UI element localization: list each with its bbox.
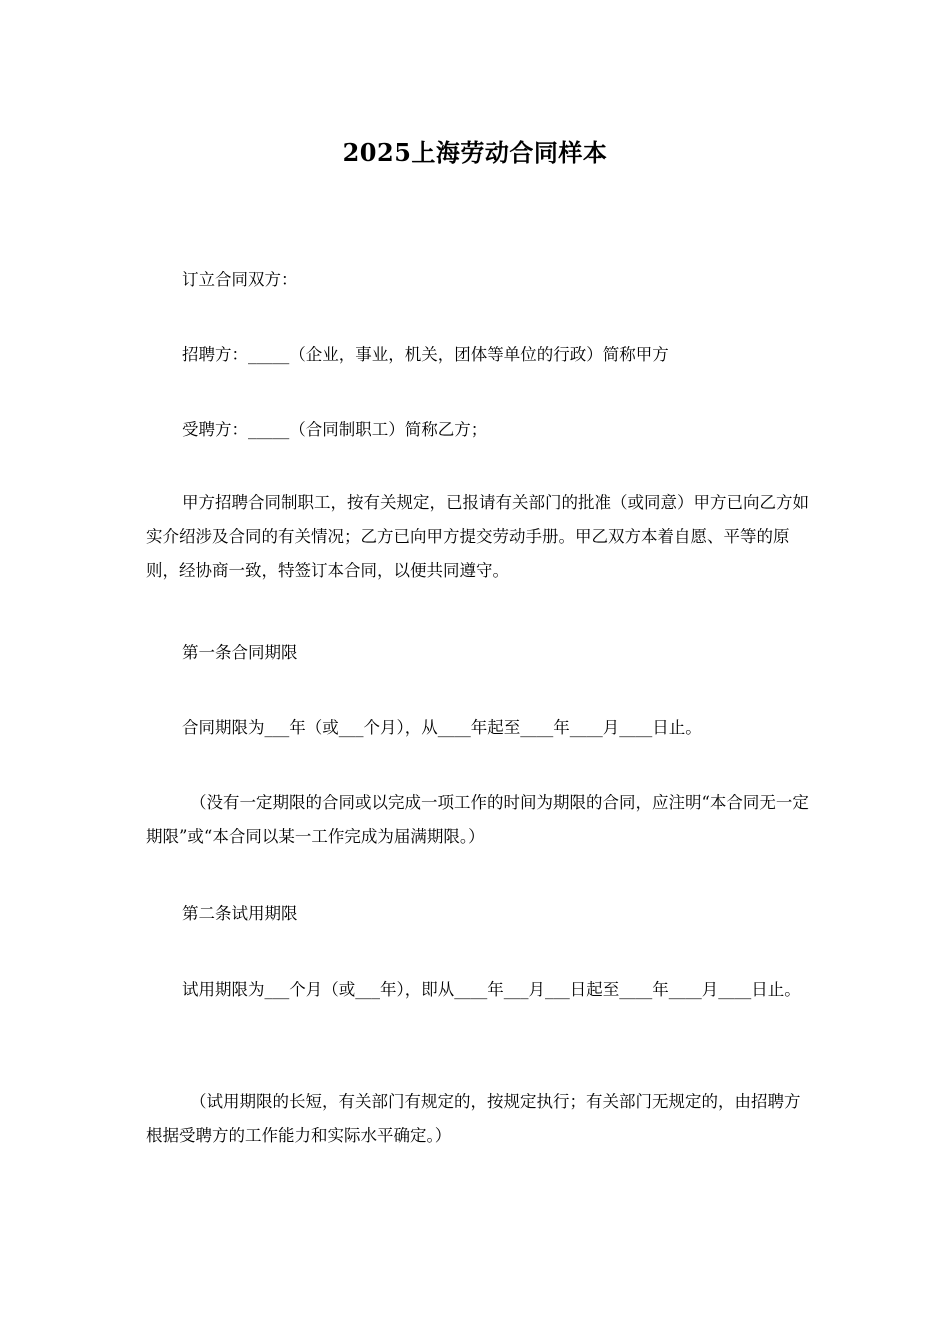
paragraph-preamble: 甲方招聘合同制职工，按有关规定，已报请有关部门的批准（或同意）甲方已向乙方如实介绍涉及合同的有关情况；乙方已向甲方提交劳动手册。甲乙双方本着自愿、平等的原则，经协商一致，特签订本合同，以便共同遵守。 bbox=[146, 493, 809, 580]
paragraph-term: 合同期限为___年（或___个月），从____年起至____年____月____日止。 bbox=[182, 718, 702, 737]
paragraph-term-note: （没有一定期限的合同或以完成一项工作的时间为期限的合同，应注明“本合同无一定期限”或“本合同以某一工作完成为届满期限。） bbox=[146, 793, 809, 846]
paragraph-employer: 招聘方：_____（企业，事业，机关，团体等单位的行政）简称甲方 bbox=[182, 345, 669, 364]
paragraph-probation: 试用期限为___个月（或___年），即从____年___月___日起至____年____月____日止。 bbox=[182, 980, 801, 999]
paragraph-probation-note: （试用期限的长短，有关部门有规定的，按规定执行；有关部门无规定的，由招聘方根据受聘方的工作能力和实际水平确定。） bbox=[146, 1092, 801, 1145]
section-heading-term: 第一条合同期限 bbox=[182, 643, 298, 662]
paragraph-employee: 受聘方：_____（合同制职工）简称乙方； bbox=[182, 420, 488, 439]
paragraph-parties: 订立合同双方： bbox=[182, 270, 298, 289]
page-title: 2025上海劳动合同样本 bbox=[342, 138, 608, 167]
section-heading-probation: 第二条试用期限 bbox=[182, 904, 298, 923]
